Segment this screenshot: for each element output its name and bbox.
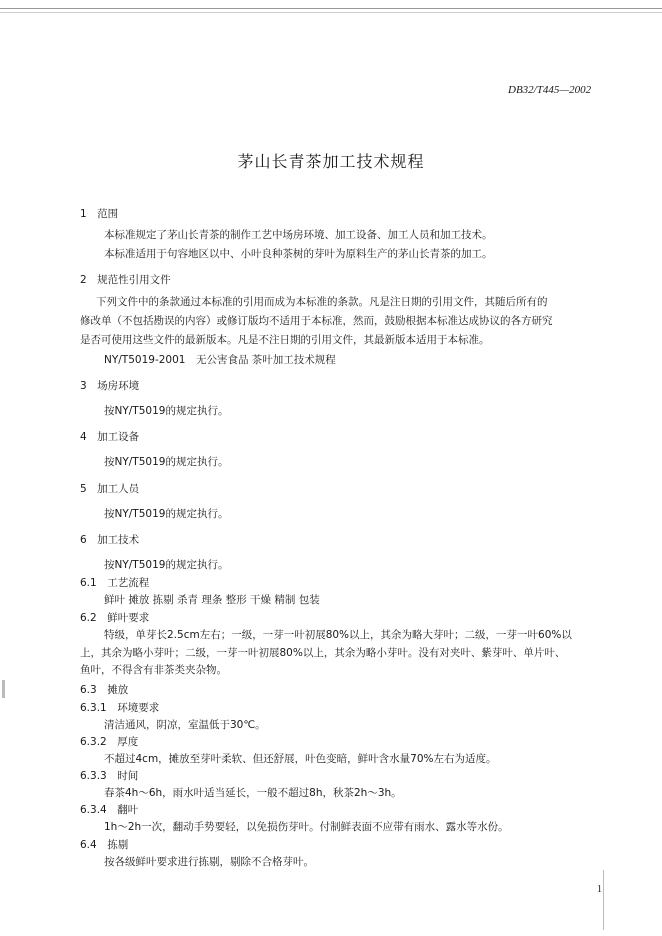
section-1-para-2: 本标准适用于句容地区以中、小叶良种茶树的芽叶为原料生产的茅山长青茶的加工。 xyxy=(104,248,493,260)
section-6-2-line-2: 上，其余为略小芽叶；二级，一芽一叶初展80%以上，其余为略小芽叶。没有对夹叶、紫芽叶、单片叶、 xyxy=(80,647,566,659)
page-number: 1 xyxy=(597,884,602,895)
section-6-3-1-heading: 6.3.1 环境要求 xyxy=(80,702,160,714)
section-5-para: 按NY/T5019的规定执行。 xyxy=(104,508,229,520)
scan-edge-mark xyxy=(603,870,604,930)
section-2-line-1: 下列文件中的条款通过本标准的引用而成为本标准的条款。凡是注日期的引用文件，其随后所有的 xyxy=(96,296,548,308)
section-3-heading: 3 场房环境 xyxy=(80,380,140,392)
section-6-3-4-heading: 6.3.4 翻叶 xyxy=(80,804,139,816)
page-title: 茅山长青茶加工技术规程 xyxy=(237,152,425,171)
section-3-para: 按NY/T5019的规定执行。 xyxy=(104,405,229,417)
top-rule-secondary xyxy=(0,12,662,13)
section-5-heading: 5 加工人员 xyxy=(80,483,140,495)
document-number: DB32/T445—2002 xyxy=(508,84,592,96)
section-2-line-3: 是否可使用这些文件的最新版本。凡是不注日期的引用文件，其最新版本适用于本标准。 xyxy=(80,334,490,346)
section-6-3-2-heading: 6.3.2 厚度 xyxy=(80,736,139,748)
section-1-heading: 1 范围 xyxy=(80,208,119,220)
section-2-line-2: 修改单（不包括勘误的内容）或修订版均不适用于本标准，然而，鼓励根据本标准达成协议的各方研究 xyxy=(80,315,553,327)
section-4-heading: 4 加工设备 xyxy=(80,431,140,443)
section-6-2-line-1: 特级，单芽长2.5cm左右；一级，一芽一叶初展80%以上，其余为略大芽叶；二级，一芽一叶60%以 xyxy=(104,629,572,641)
section-4-para: 按NY/T5019的规定执行。 xyxy=(104,456,229,468)
section-2-reference: NY/T5019-2001 无公害食品 茶叶加工技术规程 xyxy=(104,354,336,366)
section-6-3-4-para: 1h～2h一次，翻动手势要轻，以免损伤芽叶。付制鲜表面不应带有雨水、露水等水份。 xyxy=(104,821,509,833)
section-6-4-para: 按各级鲜叶要求进行拣剔，剔除不合格芽叶。 xyxy=(104,856,314,868)
section-6-para: 按NY/T5019的规定执行。 xyxy=(104,559,229,571)
section-2-heading: 2 规范性引用文件 xyxy=(80,274,171,286)
section-6-3-heading: 6.3 摊放 xyxy=(80,684,129,696)
top-rule xyxy=(0,8,662,9)
section-6-1-process: 鲜叶 摊放 拣剔 杀青 理条 整形 干燥 精制 包装 xyxy=(104,594,320,606)
section-6-3-1-para: 清洁通风，阴凉，室温低于30℃。 xyxy=(104,719,266,731)
section-6-3-3-heading: 6.3.3 时间 xyxy=(80,770,139,782)
section-6-3-2-para: 不超过4cm，摊放至芽叶柔软、但还舒展，叶色变暗，鲜叶含水量70%左右为适度。 xyxy=(104,753,497,765)
section-1-para-1: 本标准规定了茅山长青茶的制作工艺中场房环境、加工设备、加工人员和加工技术。 xyxy=(104,229,493,241)
section-6-heading: 6 加工技术 xyxy=(80,534,140,546)
section-6-3-3-para: 春茶4h～6h，雨水叶适当延长，一般不超过8h，秋茶2h～3h。 xyxy=(104,787,402,799)
section-6-2-line-3: 鱼叶，不得含有非茶类夹杂物。 xyxy=(80,664,227,676)
section-6-2-heading: 6.2 鲜叶要求 xyxy=(80,612,150,624)
scan-mark xyxy=(2,680,5,698)
section-6-1-heading: 6.1 工艺流程 xyxy=(80,577,150,589)
section-6-4-heading: 6.4 拣剔 xyxy=(80,839,129,851)
